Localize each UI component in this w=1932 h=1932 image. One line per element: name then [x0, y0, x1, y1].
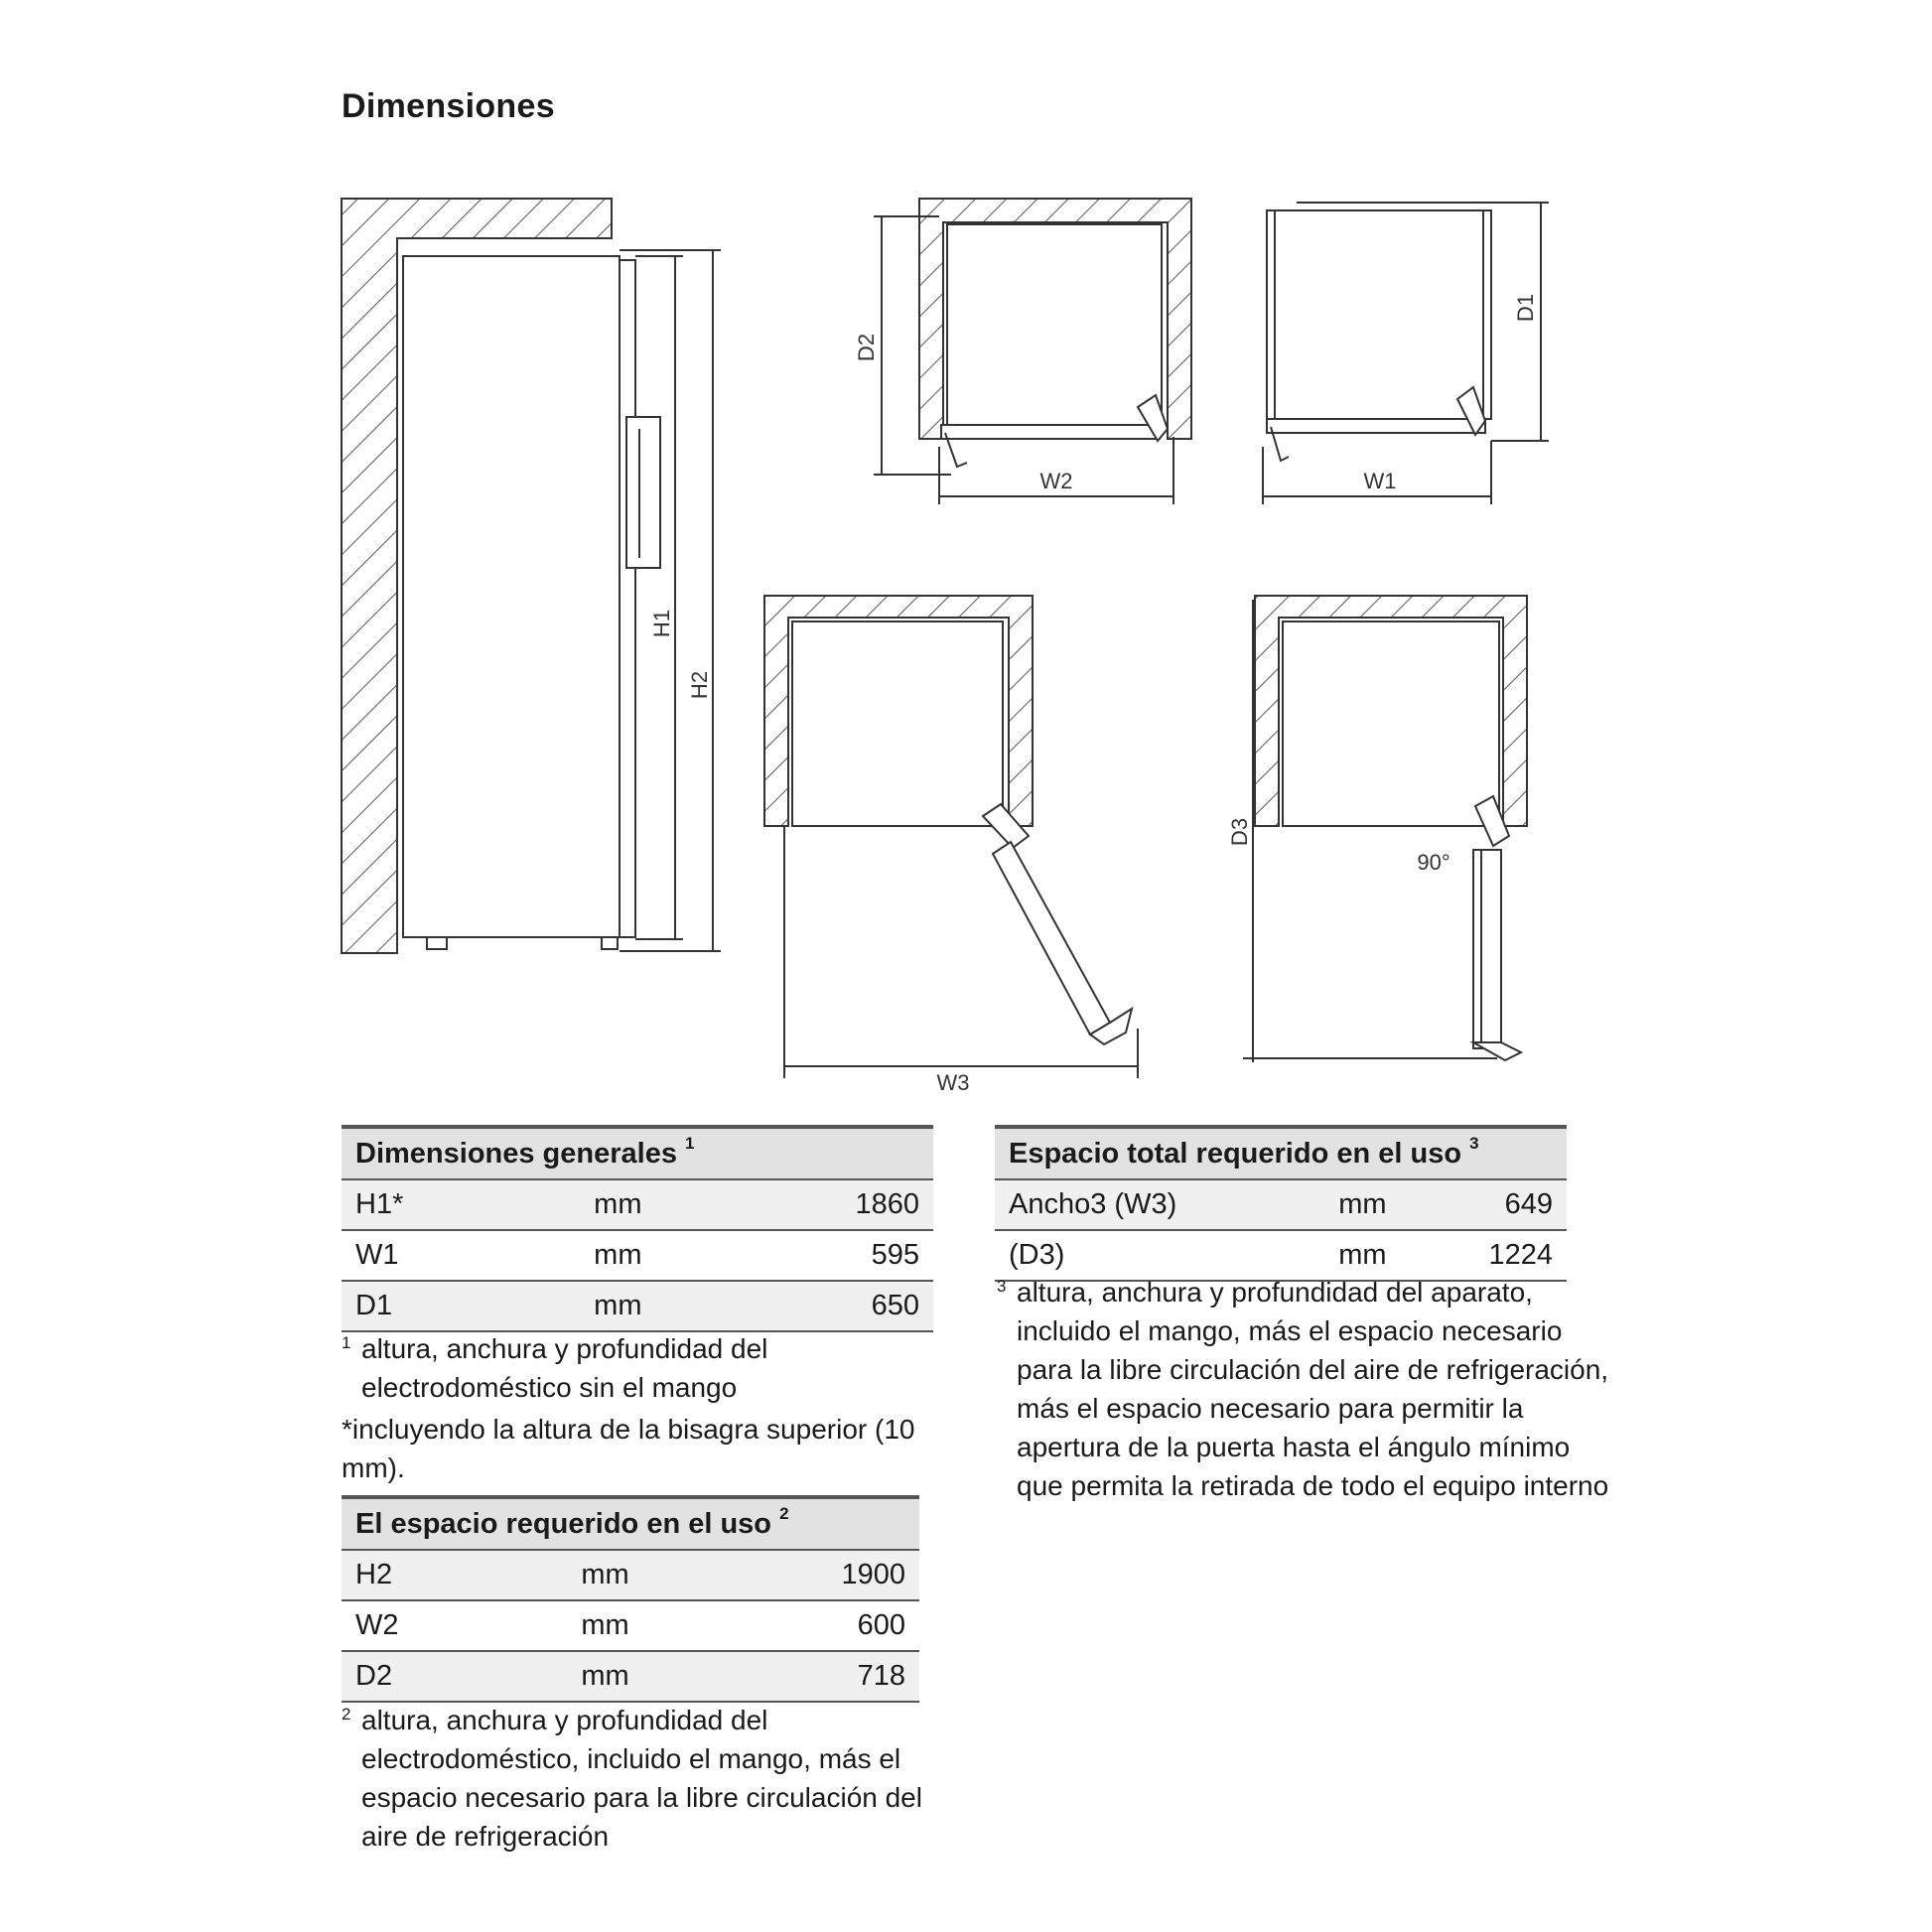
table-row: [342, 1179, 933, 1230]
footnote-mark: 2: [779, 1503, 789, 1523]
top-view-w3: [764, 596, 1138, 1078]
footnote-star: [342, 1410, 957, 1487]
table-title: Espacio total requerido en el uso: [1009, 1137, 1462, 1170]
table-header: [342, 1497, 919, 1550]
footnote-1: [342, 1329, 957, 1407]
d3-label: D3: [1227, 817, 1252, 847]
table-row: [342, 1281, 933, 1331]
footnote-mark: 3: [1469, 1133, 1479, 1153]
row-label: (D3): [995, 1230, 1303, 1281]
row-label: Ancho3 (W3): [995, 1179, 1303, 1230]
row-unit: mm: [526, 1281, 711, 1331]
table-title: El espacio requerido en el uso: [355, 1507, 772, 1540]
row-unit: mm: [1303, 1230, 1422, 1281]
row-value: 595: [710, 1230, 933, 1281]
footnote-text: altura, anchura y profundidad del electrodoméstico sin el mango: [361, 1333, 768, 1403]
footnote-star-text: *incluyendo la altura de la bisagra superior (10 mm).: [342, 1414, 915, 1483]
row-unit: mm: [513, 1600, 697, 1651]
table-row: [995, 1179, 1567, 1230]
row-value: 1860: [710, 1179, 933, 1230]
row-value: 600: [697, 1600, 919, 1651]
row-unit: mm: [526, 1179, 711, 1230]
table-row: [342, 1600, 919, 1651]
row-value: 1224: [1422, 1230, 1567, 1281]
row-unit: mm: [513, 1651, 697, 1702]
footnote-mark: 1: [685, 1133, 695, 1153]
row-label: D1: [342, 1281, 526, 1331]
row-value: 1900: [697, 1550, 919, 1600]
footnote-mark: 2: [342, 1705, 351, 1724]
footnote-text: altura, anchura y profundidad del electrodoméstico, incluido el mango, más el espacio necesario para la libre circulación del aire de refrigeración: [361, 1705, 922, 1852]
row-unit: mm: [1303, 1179, 1422, 1230]
row-label: D2: [342, 1651, 513, 1702]
h2-label: H2: [687, 670, 712, 700]
table-title: Dimensiones generales: [355, 1137, 677, 1170]
d1-label: D1: [1513, 293, 1538, 323]
required-space-table: [342, 1495, 919, 1703]
row-unit: mm: [513, 1550, 697, 1600]
total-space-table: [995, 1125, 1567, 1282]
w3-label: W3: [936, 1070, 970, 1095]
w2-label: W2: [1039, 469, 1073, 493]
footnote-mark: 1: [342, 1333, 351, 1352]
h1-label: H1: [649, 609, 674, 638]
row-label: H2: [342, 1550, 513, 1600]
w1-label: W1: [1363, 469, 1397, 493]
general-dimensions-table: [342, 1125, 933, 1332]
angle-label: 90°: [1417, 850, 1450, 875]
row-value: 649: [1422, 1179, 1567, 1230]
table-header: [342, 1127, 933, 1179]
row-unit: mm: [526, 1230, 711, 1281]
table-row: [342, 1230, 933, 1281]
footnote-2: [342, 1701, 957, 1856]
row-label: H1*: [342, 1179, 526, 1230]
row-label: W1: [342, 1230, 526, 1281]
footnote-3: [997, 1273, 1612, 1505]
row-value: 650: [710, 1281, 933, 1331]
table-row: [342, 1651, 919, 1702]
top-view-d3: [1243, 596, 1527, 1062]
side-view-diagram: [342, 199, 721, 953]
d2-label: D2: [854, 333, 879, 362]
top-view-w1-d1: [1263, 203, 1549, 504]
footnote-mark: 3: [997, 1277, 1007, 1296]
footnote-text: altura, anchura y profundidad del aparato, incluido el mango, más el espacio necesario para la libre circulación del aire de refrigeración, más el espacio necesario para permitir la apertura de la puerta hasta el ángulo mínimo que permita la retirada de todo el equipo interno: [1017, 1277, 1609, 1501]
top-view-w2-d2: [874, 199, 1191, 504]
table-header: [995, 1127, 1567, 1179]
row-value: 718: [697, 1651, 919, 1702]
table-row: [342, 1550, 919, 1600]
page-title: Dimensiones: [342, 87, 555, 125]
row-label: W2: [342, 1600, 513, 1651]
